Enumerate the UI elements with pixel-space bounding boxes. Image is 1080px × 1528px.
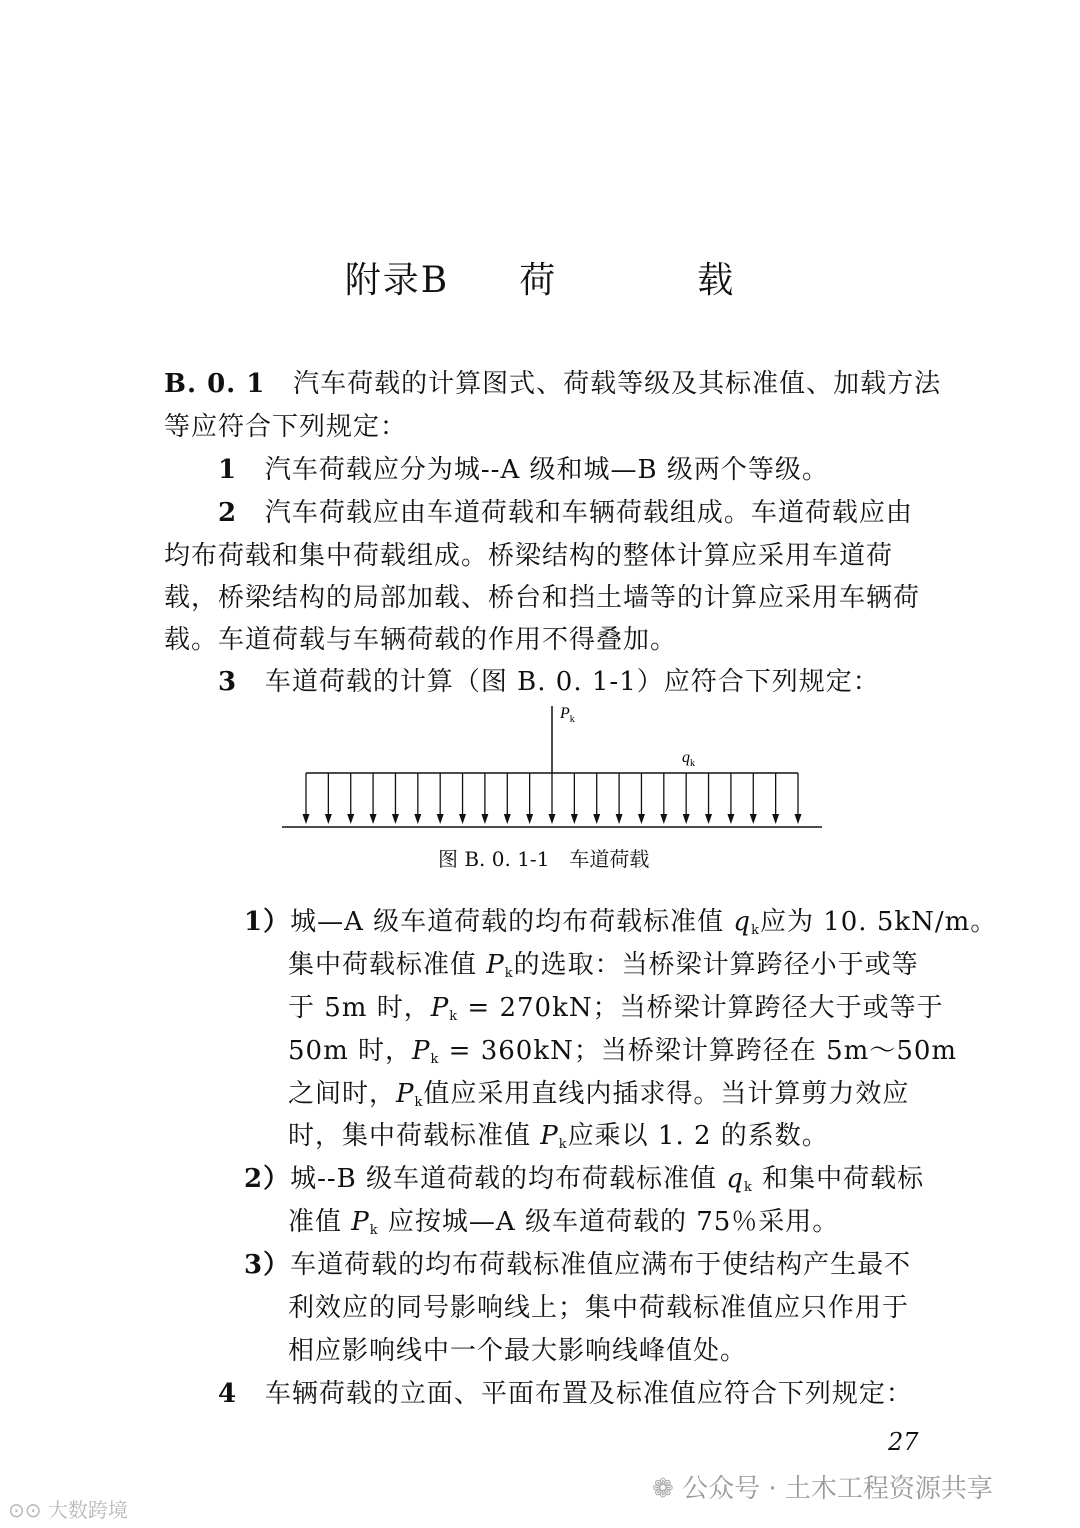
load-arrow-head [392, 814, 399, 824]
load-arrow-head [727, 814, 734, 824]
load-arrow-head [660, 814, 667, 824]
load-arrow-head [616, 814, 623, 824]
item-number: 1 [218, 455, 238, 485]
load-arrow-head [571, 814, 578, 824]
sub-item-2-line-2: 准值 $P_k$ 应按城—A 级车道荷载的 75％采用。 [288, 1207, 840, 1238]
load-arrow-head [638, 814, 645, 824]
load-arrow-head [481, 814, 488, 824]
lane-load-figure [270, 700, 840, 840]
item-number: 4 [218, 1379, 238, 1409]
load-arrow-head [325, 814, 332, 824]
sub-item-1-line-5: 之间时，$P_k$值应采用直线内插求得。当计算剪力效应 [288, 1079, 910, 1110]
page-title [0, 252, 1080, 303]
load-arrow-head [593, 814, 600, 824]
title-word-1: 荷 [519, 260, 558, 301]
item-text: 车辆荷载的立面、平面布置及标准值应符合下列规定： [264, 1379, 913, 1409]
item-text: 汽车荷载应分为城--A 级和城—B 级两个等级。 [264, 455, 829, 485]
page-number: 27 [888, 1428, 919, 1456]
item-2-line-3: 载，桥梁结构的局部加载、桥台和挡土墙等的计算应采用车辆荷 [164, 583, 921, 613]
sub-item-3-line-2: 利效应的同号影响线上；集中荷载标准值应只作用于 [288, 1293, 910, 1323]
sub-item-3-line-3: 相应影响线中一个最大影响线峰值处。 [288, 1336, 748, 1366]
section-line-1: 汽车荷载的计算图式、荷载等级及其标准值、加载方法 [293, 369, 942, 399]
item-2-line-4: 载。车道荷载与车辆荷载的作用不得叠加。 [164, 625, 678, 655]
sub-item-1-line-3: 于 5m 时，$P_k = 270kN$；当桥梁计算跨径大于或等于 [288, 993, 944, 1024]
watermark-left: ⊙⊙ 大数跨境 [8, 1498, 128, 1522]
wechat-icon: ❁ [652, 1474, 674, 1504]
section-number: B. 0. 1 [164, 369, 266, 399]
load-arrow-head [683, 814, 690, 824]
sub-item-1: 1）城—A 级车道荷载的均布荷载标准值 $q_k$应为 10. 5kN/m。 [244, 907, 998, 938]
item-text: 车道荷载的计算（图 B. 0. 1-1）应符合下列规定： [264, 667, 880, 697]
item-4 [218, 1376, 913, 1412]
title-main: 附录B [344, 260, 450, 301]
load-arrow-head [705, 814, 712, 824]
load-arrow-head [459, 814, 466, 824]
section-heading [164, 366, 941, 402]
qk-label: $q_k$ [682, 749, 695, 769]
watermark-logo-icon: ⊙⊙ [8, 1498, 42, 1522]
sub-item-number: 3） [244, 1250, 291, 1280]
item-2-line-2: 均布荷载和集中荷载组成。桥梁结构的整体计算应采用车道荷 [164, 541, 894, 571]
sub-item-1-line-2: 集中荷载标准值 $P_k$的选取：当桥梁计算跨径小于或等 [288, 950, 919, 981]
load-arrow-head [549, 814, 556, 824]
load-arrow-head [504, 814, 511, 824]
section-line-2: 等应符合下列规定： [164, 412, 408, 442]
item-2 [218, 495, 913, 531]
item-text: 汽车荷载应由车道荷载和车辆荷载组成。车道荷载应由 [264, 498, 913, 528]
sub-item-3: 3）车道荷载的均布荷载标准值应满布于使结构产生最不 [244, 1250, 912, 1280]
item-number: 3 [218, 667, 238, 697]
load-arrow-head [795, 814, 802, 824]
item-3 [218, 664, 880, 700]
load-arrow-head [750, 814, 757, 824]
sub-item-1-line-4: 50m 时，$P_k = 360kN$；当桥梁计算跨径在 5m～50m [288, 1036, 958, 1067]
sub-item-number: 1） [244, 907, 291, 937]
load-arrow-head [526, 814, 533, 824]
load-arrow-head [370, 814, 377, 824]
title-word-2: 载 [697, 260, 736, 301]
load-arrow-head [437, 814, 444, 824]
sub-item-1-line-6: 时，集中荷载标准值 $P_k$应乘以 1. 2 的系数。 [288, 1121, 829, 1152]
load-arrow-head [347, 814, 354, 824]
load-arrow-head [772, 814, 779, 824]
load-arrow-head [303, 814, 310, 824]
item-number: 2 [218, 498, 238, 528]
distributed-load-arrows [303, 773, 802, 824]
figure-caption: 图 B. 0. 1-1 车道荷载 [438, 847, 650, 871]
sub-item-number: 2） [244, 1164, 291, 1194]
watermark-right: ❁ 公众号 · 土木工程资源共享 [652, 1474, 993, 1504]
load-arrow-head [414, 814, 421, 824]
pk-label: $P_k$ [560, 705, 575, 725]
item-1 [218, 452, 829, 488]
sub-item-2: 2）城--B 级车道荷载的均布荷载标准值 $q_k$ 和集中荷载标 [244, 1164, 925, 1195]
